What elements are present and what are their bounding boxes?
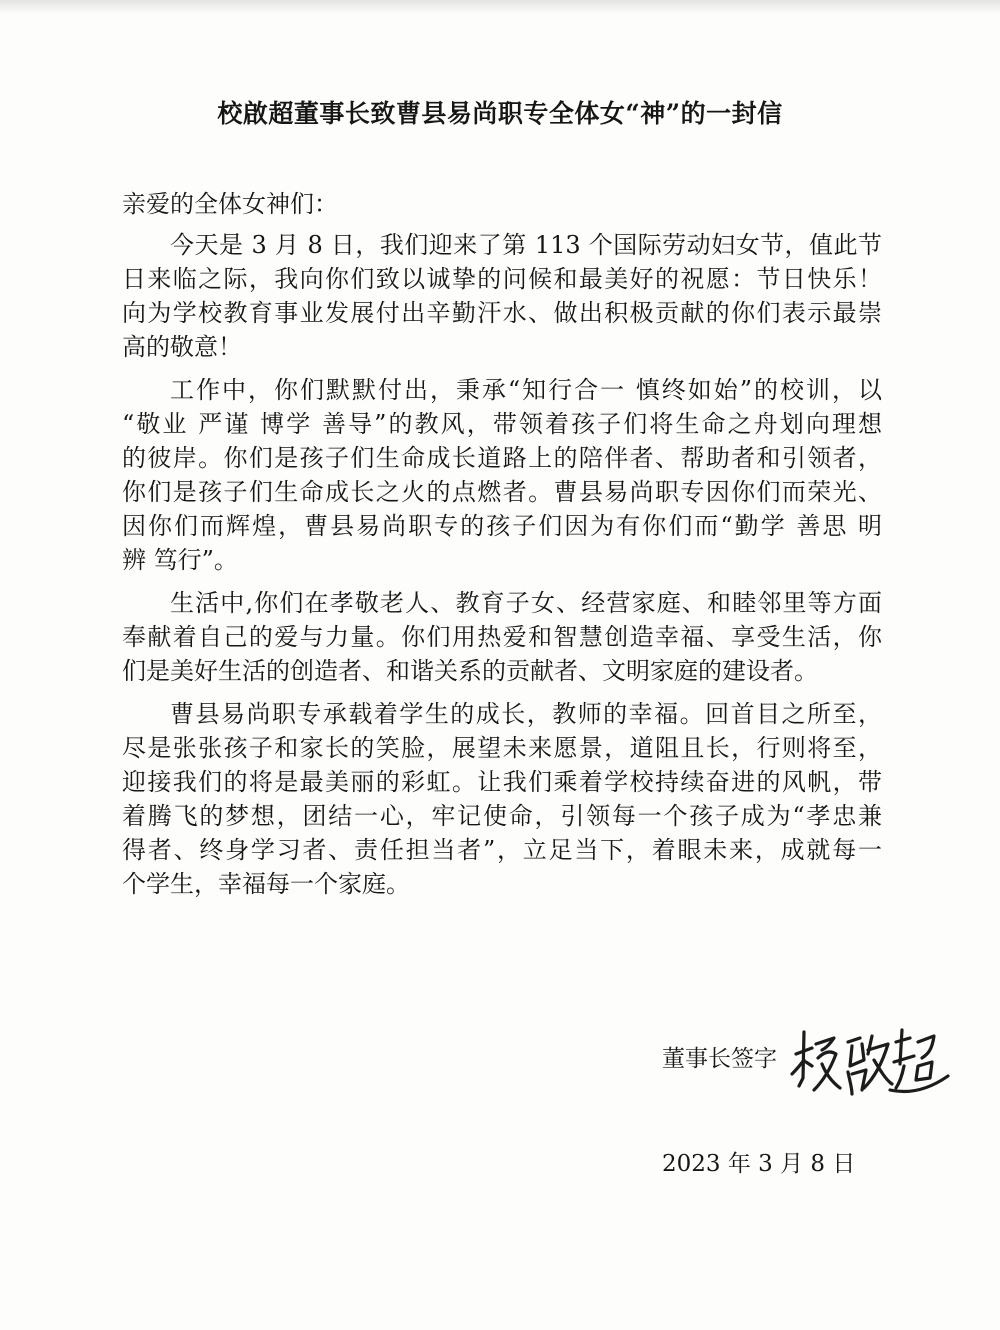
paragraph-2-line-4: 你们是孩子们生命成长之火的点燃者。曹县易尚职专因你们而荣光、 bbox=[122, 478, 882, 506]
paragraph-2-line-6: 辨 笃行”。 bbox=[122, 546, 238, 574]
paragraph-1-line-1: 今天是 3 月 8 日，我们迎来了第 113 个国际劳动妇女节，值此节 bbox=[170, 231, 882, 259]
paragraph-3-line-2: 奉献着自己的爱与力量。你们用热爱和智慧创造幸福、享受生活，你 bbox=[122, 623, 882, 651]
salutation: 亲爱的全体女神们： bbox=[122, 190, 338, 218]
paragraph-1-line-3: 向为学校教育事业发展付出辛勤汗水、做出积极贡献的你们表示最崇 bbox=[122, 299, 882, 327]
paragraph-1-line-2: 日来临之际，我向你们致以诚挚的问候和最美好的祝愿：节日快乐！ bbox=[122, 265, 882, 293]
paragraph-4-line-3: 迎接我们的将是最美丽的彩虹。让我们乘着学校持续奋进的风帆，带 bbox=[122, 768, 882, 796]
letter-date: 2023 年 3 月 8 日 bbox=[662, 1151, 856, 1177]
handwritten-signature bbox=[790, 1020, 950, 1115]
paragraph-2-line-2: “敬业 严谨 博学 善导”的教风，带领着孩子们将生命之舟划向理想 bbox=[122, 410, 882, 438]
paragraph-4-line-6: 个学生，幸福每一个家庭。 bbox=[122, 870, 410, 898]
paragraph-2-line-3: 的彼岸。你们是孩子们生命成长道路上的陪伴者、帮助者和引领者， bbox=[122, 444, 882, 472]
paragraph-4-line-2: 尽是张张孩子和家长的笑脸，展望未来愿景，道阻且长，行则将至， bbox=[122, 734, 882, 762]
letter-title: 校啟超董事长致曹县易尚职专全体女“神”的一封信 bbox=[217, 99, 783, 128]
paragraph-3-line-3: 们是美好生活的创造者、和谐关系的贡献者、文明家庭的建设者。 bbox=[122, 657, 818, 685]
paragraph-4-line-4: 着腾飞的梦想，团结一心，牢记使命，引领每一个孩子成为“孝忠兼 bbox=[122, 802, 882, 830]
paragraph-1-line-4: 高的敬意！ bbox=[122, 333, 242, 361]
paragraph-2-line-5: 因你们而辉煌，曹县易尚职专的孩子们因为有你们而“勤学 善思 明 bbox=[122, 512, 882, 540]
paragraph-4-line-5: 得者、终身学习者、责任担当者”，立足当下，着眼未来，成就每一 bbox=[122, 836, 882, 864]
paragraph-4-line-1: 曹县易尚职专承载着学生的成长，教师的幸福。回首目之所至， bbox=[170, 700, 882, 728]
paragraph-3-line-1: 生活中,你们在孝敬老人、教育子女、经营家庭、和睦邻里等方面 bbox=[170, 589, 882, 617]
scan-shadow bbox=[0, 0, 1000, 14]
signature-label: 董事长签字 bbox=[662, 1046, 777, 1072]
paragraph-2-line-1: 工作中，你们默默付出，秉承“知行合一 慎终如始”的校训，以 bbox=[170, 376, 882, 404]
